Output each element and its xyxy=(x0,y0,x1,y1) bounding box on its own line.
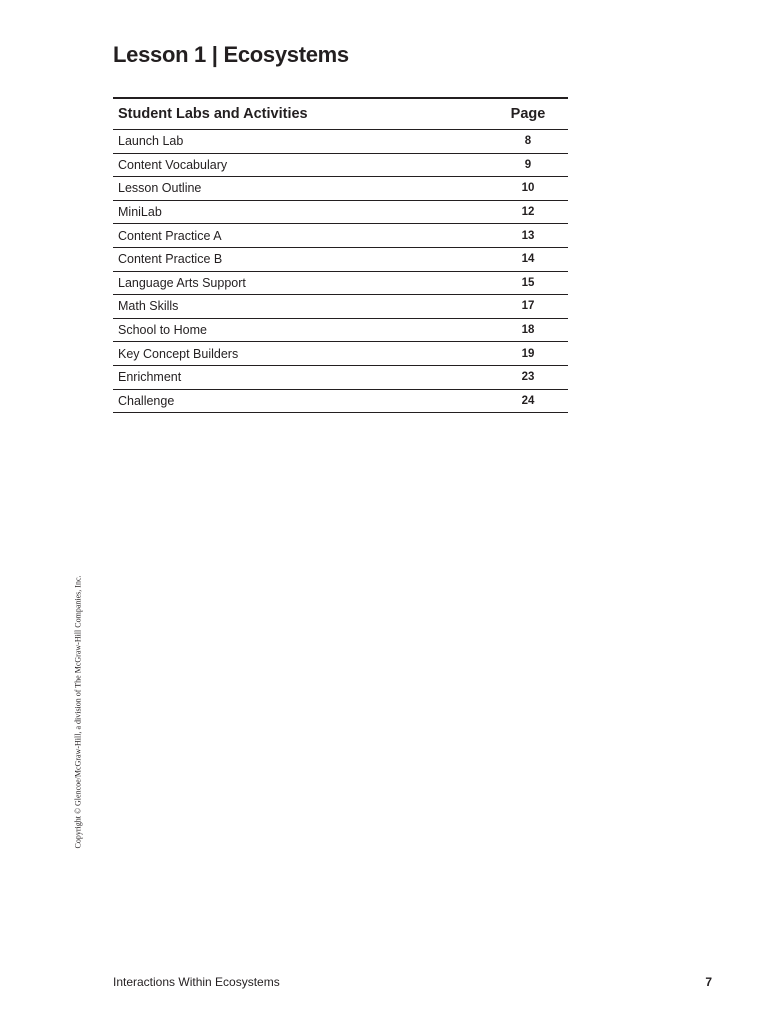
activity-page-number: 14 xyxy=(488,247,568,271)
activity-page-number: 23 xyxy=(488,365,568,389)
table-header-row xyxy=(113,98,568,130)
activity-label: MiniLab xyxy=(113,200,488,224)
activity-label: Launch Lab xyxy=(113,130,488,154)
activity-page-number: 9 xyxy=(488,153,568,177)
copyright-notice: Copyright © Glencoe/McGraw-Hill, a division of The McGraw-Hill Companies, Inc. xyxy=(73,575,83,849)
table-row xyxy=(113,224,568,248)
lesson-title: Lesson 1 | Ecosystems xyxy=(113,42,349,67)
activity-page-number: 19 xyxy=(488,342,568,366)
header-page: Page xyxy=(488,98,568,130)
activity-page-number: 12 xyxy=(488,200,568,224)
activity-label: School to Home xyxy=(113,318,488,342)
activity-label: Content Practice B xyxy=(113,247,488,271)
activity-page-number: 10 xyxy=(488,177,568,201)
table-row xyxy=(113,130,568,154)
table-row xyxy=(113,342,568,366)
table-row xyxy=(113,271,568,295)
table-row xyxy=(113,295,568,319)
activity-label: Key Concept Builders xyxy=(113,342,488,366)
table-row xyxy=(113,389,568,413)
footer-page-number: 7 xyxy=(705,975,712,989)
activity-label: Math Skills xyxy=(113,295,488,319)
table-row xyxy=(113,318,568,342)
activity-label: Challenge xyxy=(113,389,488,413)
activity-label: Lesson Outline xyxy=(113,177,488,201)
table-row xyxy=(113,177,568,201)
activity-page-number: 8 xyxy=(488,130,568,154)
activity-label: Content Practice A xyxy=(113,224,488,248)
table-row xyxy=(113,153,568,177)
activity-page-number: 15 xyxy=(488,271,568,295)
activity-label: Language Arts Support xyxy=(113,271,488,295)
activity-page-number: 24 xyxy=(488,389,568,413)
table-row xyxy=(113,365,568,389)
activity-page-number: 17 xyxy=(488,295,568,319)
footer-book-title: Interactions Within Ecosystems xyxy=(113,975,280,989)
activity-label: Enrichment xyxy=(113,365,488,389)
activity-page-number: 18 xyxy=(488,318,568,342)
activity-page-number: 13 xyxy=(488,224,568,248)
table-row xyxy=(113,200,568,224)
activities-table xyxy=(113,97,568,413)
table-row xyxy=(113,247,568,271)
table-body xyxy=(113,130,568,413)
header-activities: Student Labs and Activities xyxy=(113,98,488,130)
activity-label: Content Vocabulary xyxy=(113,153,488,177)
